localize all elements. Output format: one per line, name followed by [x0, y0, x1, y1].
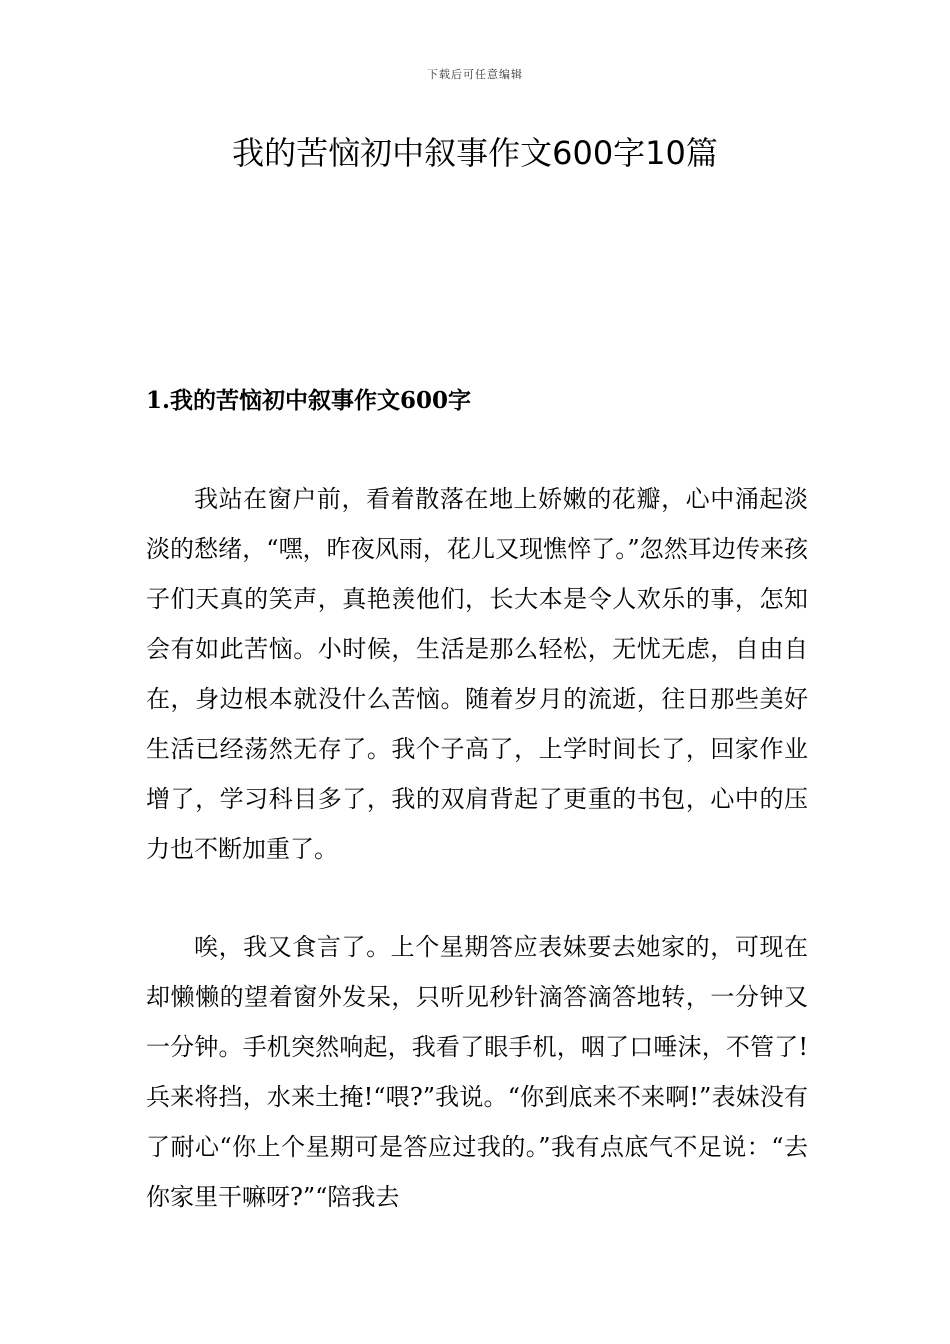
paragraph: 我站在窗户前，看着散落在地上娇嫩的花瓣，心中涌起淡淡的愁绪，“嘿，昨夜风雨，花儿又现憔悴了。”忽然耳边传来孩子们天真的笑声，真艳羡他们，长大本是令人欢乐的事，怎知会有如此苦恼。小时候，生活是那么轻松，无忧无虑，自由自在，身边根本就没什么苦恼。随着岁月的流逝，往日那些美好生活已经荡然无存了。我个子高了，上学时间长了，回家作业增了，学习科目多了，我的双肩背起了更重的书包，心中的压力也不断加重了。: [146, 485, 808, 863]
header-note: 下载后可任意编辑: [427, 68, 523, 81]
section-heading: 1.我的苦恼初中叙事作文600字: [146, 387, 472, 414]
document-title: 我的苦恼初中叙事作文600字10篇: [232, 134, 718, 172]
paragraph: 唉，我又食言了。上个星期答应表妹要去她家的，可现在却懒懒的望着窗外发呆，只听见秒针滴答滴答地转，一分钟又一分钟。手机突然响起，我看了眼手机，咽了口唾沫，不管了!兵来将挡，水来土掩!“喂?”我说。“你到底来不来啊!”表妹没有了耐心“你上个星期可是答应过我的。”我有点底气不足说：“去你家里干嘛呀?”“陪我去: [146, 933, 808, 1211]
